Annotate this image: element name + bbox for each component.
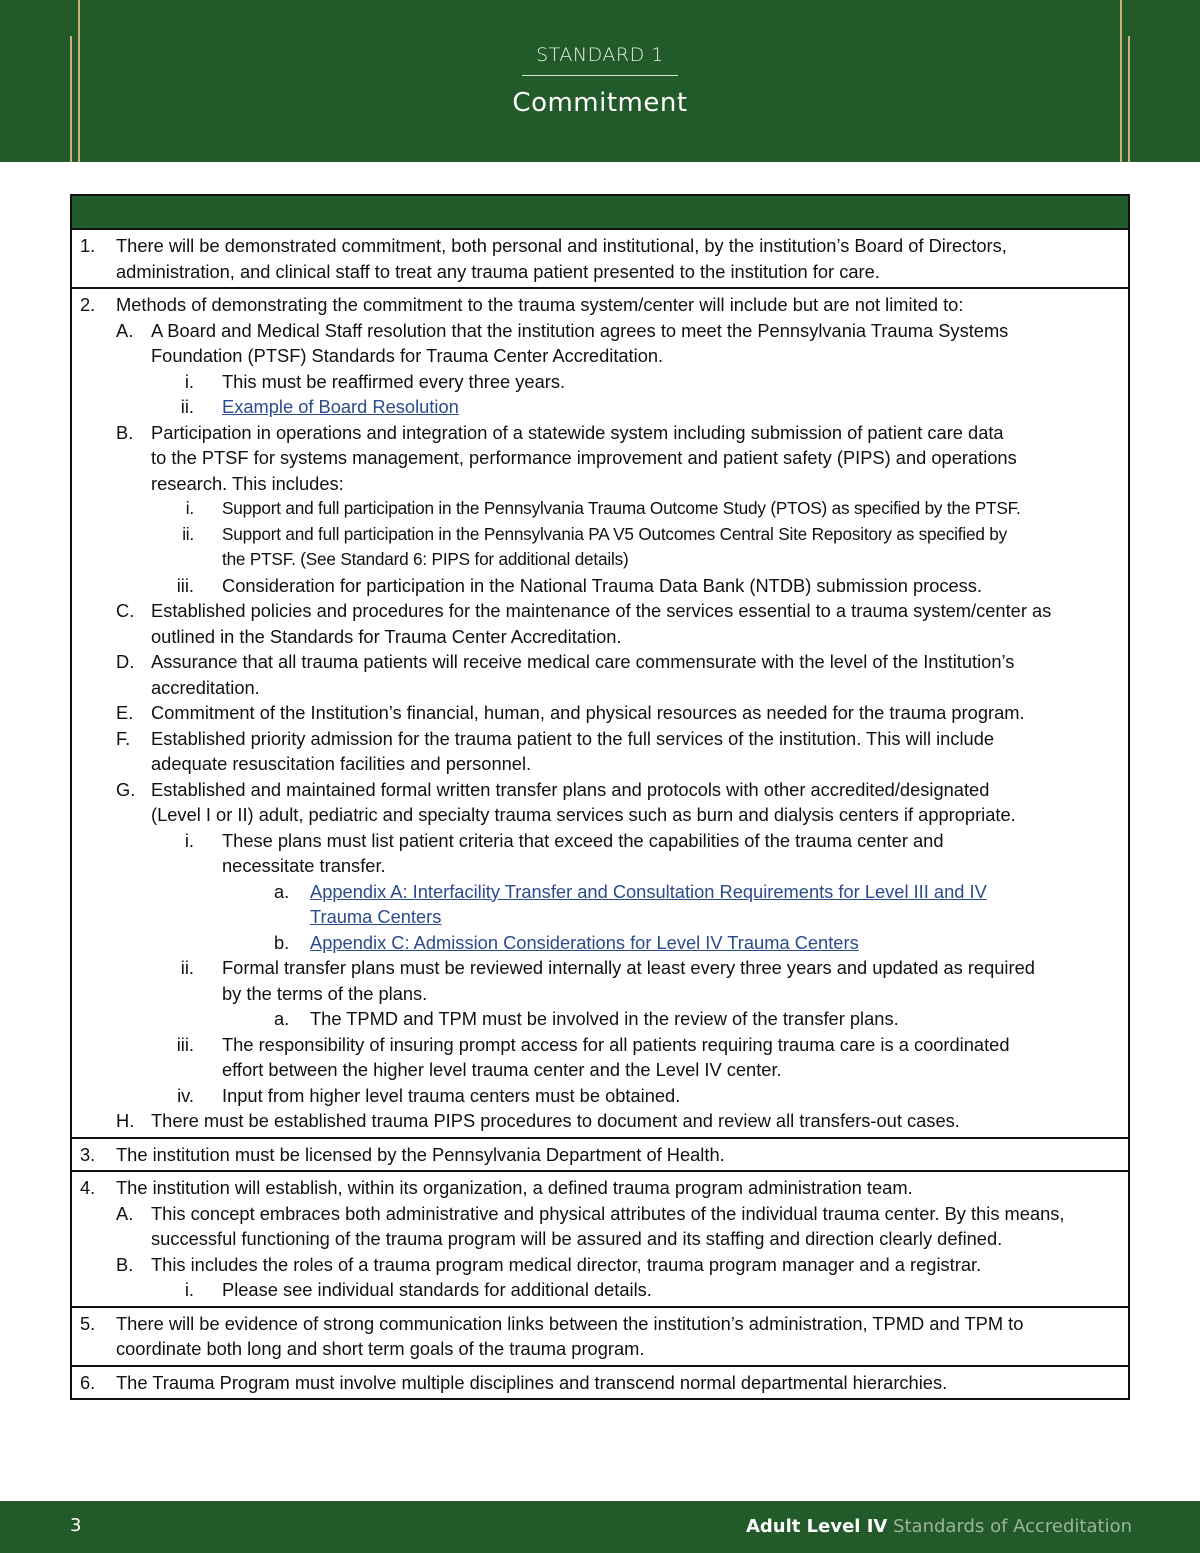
subitem-letter: A. — [116, 319, 134, 341]
subitem-letter: F. — [116, 727, 131, 749]
roman-numeral: ii. — [180, 396, 194, 417]
roman-numeral: i. — [185, 498, 194, 518]
item-number: 2. — [80, 294, 96, 315]
subitem-letter: A. — [116, 1202, 134, 1224]
gold-rule-right-inner — [1120, 0, 1122, 162]
subitem-text: Input from higher level trauma centers must be obtained. — [222, 1084, 681, 1106]
subitem-text: to the PTSF for systems management, performance improvement and patient safety (PIPS) and operations — [151, 447, 1017, 468]
subitem-text: necessitate transfer. — [222, 855, 386, 876]
document-title-name: Standards of Accreditation — [893, 1516, 1132, 1537]
subitem-letter: D. — [116, 651, 135, 672]
subitem-text: A Board and Medical Staff resolution that the institution agrees to meet the Pennsylvania Trauma Systems — [151, 319, 1009, 341]
item-text: coordinate both long and short term goals of the trauma program. — [116, 1338, 645, 1359]
roman-numeral: iv. — [177, 1084, 194, 1106]
header-divider — [522, 75, 678, 76]
document-title-level: Adult Level IV — [745, 1516, 888, 1537]
item-text: administration, and clinical staff to treat any trauma patient presented to the institution for care. — [116, 260, 880, 282]
page-footer — [0, 1501, 1200, 1553]
subitem-text: by the terms of the plans. — [222, 982, 428, 1004]
subitem-letter: G. — [116, 778, 136, 800]
item-number: 1. — [80, 235, 96, 256]
subitem-text: (Level I or II) adult, pediatric and specialty trauma services such as burn and dialysis centers if appropriate. — [151, 804, 1016, 825]
item-text: The Trauma Program must involve multiple disciplines and transcend normal departmental hierarchies. — [116, 1371, 948, 1393]
table-row — [72, 1139, 1128, 1173]
table-row — [72, 289, 1128, 1139]
item-text: There will be evidence of strong communication links between the institution’s administration, TPMD and TPM to — [116, 1312, 1024, 1334]
subitem-text: This includes the roles of a trauma program medical director, trauma program manager and a registrar. — [151, 1253, 982, 1275]
item-text: The institution will establish, within its organization, a defined trauma program administration team. — [116, 1177, 913, 1198]
subitem-text: Foundation (PTSF) Standards for Trauma Center Accreditation. — [151, 345, 664, 366]
subitem-text: successful functioning of the trauma program will be assured and its staffing and direction clearly defined. — [151, 1228, 1003, 1249]
document-title — [746, 1516, 1132, 1537]
roman-numeral: i. — [184, 370, 194, 392]
subitem-text: adequate resuscitation facilities and personnel. — [151, 753, 532, 774]
subitem-text: Please see individual standards for additional details. — [222, 1279, 652, 1300]
subitem-text: research. This includes: — [151, 472, 344, 494]
alpha-marker: b. — [274, 931, 290, 953]
item-number: 5. — [80, 1312, 96, 1334]
subitem-text: the PTSF. (See Standard 6: PIPS for additional details) — [222, 549, 629, 569]
subitem-text: Assurance that all trauma patients will receive medical care commensurate with the level of the Institution’s — [151, 651, 1015, 672]
table-row — [72, 230, 1128, 289]
subitem-text: This must be reaffirmed every three years. — [222, 370, 566, 392]
roman-numeral: i. — [184, 1279, 194, 1300]
alpha-marker: a. — [274, 1008, 290, 1029]
roman-numeral: iii. — [176, 1033, 194, 1055]
subitem-letter: B. — [116, 1253, 134, 1275]
subitem-letter: B. — [116, 421, 134, 443]
subitem-letter: H. — [116, 1110, 135, 1131]
standards-table — [70, 194, 1130, 1400]
appendix-a-link[interactable]: Appendix A: Interfacility Transfer and Consultation Requirements for Level III and IV — [310, 880, 987, 902]
subitem-text: These plans must list patient criteria that exceed the capabilities of the trauma center and — [222, 829, 944, 851]
page-number: 3 — [70, 1515, 82, 1536]
standard-label: STANDARD 1 — [536, 44, 664, 66]
subitem-text: The TPMD and TPM must be involved in the review of the transfer plans. — [310, 1008, 899, 1029]
subitem-text: Established priority admission for the trauma patient to the full services of the institution. This will include — [151, 727, 995, 749]
subitem-text: Support and full participation in the Pennsylvania PA V5 Outcomes Central Site Repository as specified by — [222, 523, 1008, 544]
subitem-text: This concept embraces both administrative and physical attributes of the individual trauma center. By this means, — [151, 1202, 1065, 1224]
table-row — [72, 1172, 1128, 1308]
page-header — [0, 0, 1200, 162]
subitem-text: accreditation. — [151, 676, 260, 698]
appendix-c-link[interactable]: Appendix C: Admission Considerations for Level IV Trauma Centers — [310, 931, 859, 953]
subitem-letter: E. — [116, 702, 134, 723]
subitem-text: The responsibility of insuring prompt access for all patients requiring trauma care is a coordinated — [222, 1033, 1010, 1055]
table-row — [72, 1308, 1128, 1367]
subitem-text: There must be established trauma PIPS procedures to document and review all transfers-out cases. — [151, 1110, 960, 1131]
item-number: 4. — [80, 1177, 96, 1198]
subitem-letter: C. — [116, 600, 135, 621]
subitem-text: outlined in the Standards for Trauma Center Accreditation. — [151, 625, 622, 647]
roman-numeral: iii. — [176, 574, 194, 596]
appendix-a-link[interactable]: Trauma Centers — [310, 906, 442, 927]
page-title: Commitment — [512, 88, 688, 118]
item-text: Methods of demonstrating the commitment to the trauma system/center will include but are not limited to: — [116, 294, 964, 315]
table-header-bar — [72, 196, 1128, 230]
subitem-text: Formal transfer plans must be reviewed internally at least every three years and updated as required — [222, 957, 1035, 978]
subitem-text: Consideration for participation in the National Trauma Data Bank (NTDB) submission process. — [222, 574, 983, 596]
item-text: The institution must be licensed by the Pennsylvania Department of Health. — [116, 1143, 725, 1165]
subitem-text: Established policies and procedures for the maintenance of the services essential to a trauma system/center as — [151, 600, 1052, 621]
roman-numeral: i. — [184, 829, 194, 851]
subitem-text: Participation in operations and integration of a statewide system including submission of patient care data — [151, 421, 1004, 443]
subitem-text: Support and full participation in the Pennsylvania Trauma Outcome Study (PTOS) as specified by the PTSF. — [222, 498, 1021, 518]
subitem-text: Established and maintained formal written transfer plans and protocols with other accredited/designated — [151, 778, 990, 800]
subitem-text: Commitment of the Institution’s financial, human, and physical resources as needed for the trauma program. — [151, 702, 1025, 723]
item-number: 3. — [80, 1143, 96, 1165]
alpha-marker: a. — [274, 880, 290, 902]
gold-rule-left-inner — [78, 0, 80, 162]
roman-numeral: ii. — [180, 957, 194, 978]
item-text: There will be demonstrated commitment, both personal and institutional, by the institution’s Board of Directors, — [116, 235, 1007, 256]
board-resolution-link[interactable]: Example of Board Resolution — [222, 396, 459, 417]
subitem-text: effort between the higher level trauma center and the Level IV center. — [222, 1059, 782, 1080]
table-row — [72, 1367, 1128, 1399]
roman-numeral: ii. — [182, 523, 194, 544]
item-number: 6. — [80, 1371, 96, 1393]
